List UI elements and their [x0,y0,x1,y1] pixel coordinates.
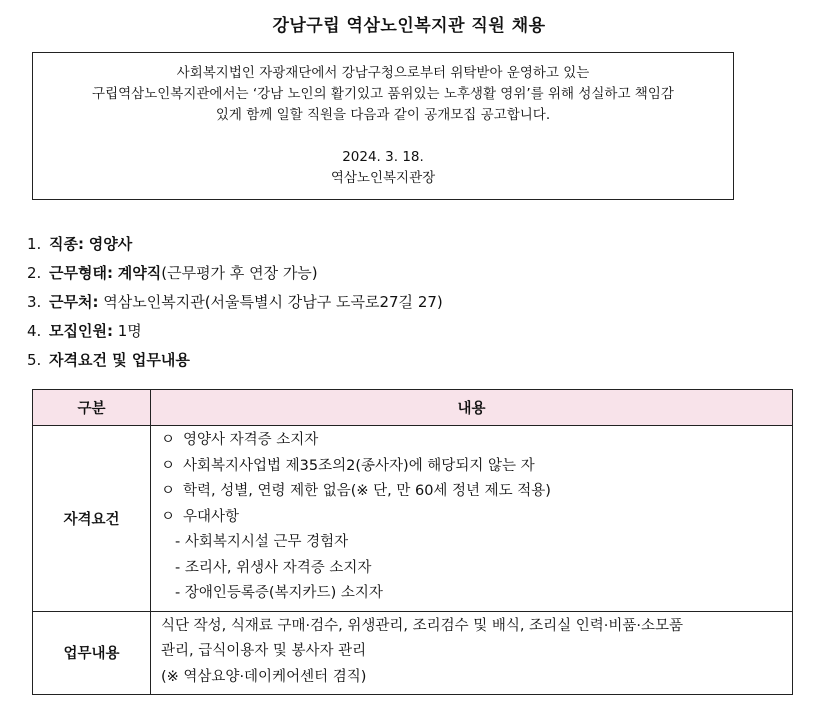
item-value: 역삼노인복지관(서울특별시 강남구 도곡로27길 27) [103,293,443,311]
bullet-marker: ㅇ [161,432,176,448]
item-value: 1명 [117,322,142,340]
table-header-content: 내용 [151,390,793,426]
bullet-text: 학력, 성별, 연령 제한 없음(※ 단, 만 60세 정년 제도 적용) [183,483,551,499]
duties-line: 식단 작성, 식재료 구매·검수, 위생관리, 조리검수 및 배식, 조리실 인력·비품·소모품 [161,617,683,634]
item-label: 모집인원: [49,322,113,340]
list-item [161,479,782,505]
duties-label: 업무내용 [33,611,151,695]
item-number: 4. [27,322,42,340]
item-value-bold: 계약직 [117,264,162,282]
notice-date: 2024. 3. 18. [342,149,424,165]
list-item [161,454,782,480]
bullet-text: 사회복지사업법 제35조의2(종사자)에 해당되지 않는 자 [183,457,535,474]
table-header-row [33,390,793,426]
bullet-text: 우대사항 [183,508,240,525]
bullet-marker: ㅇ [161,457,176,474]
table-header-category: 구분 [33,390,151,426]
notice-box [32,52,734,200]
bullet-text: 영양사 자격증 소지자 [183,432,319,448]
bullet-marker: ㅇ [161,508,176,525]
bullet-marker: ㅇ [161,483,176,499]
item-label: 자격요건 및 업무내용 [49,351,190,369]
sub-item: - 장애인등록증(복지카드) 소지자 [175,585,383,601]
list-item [27,230,443,259]
item-label: 근무형태: [49,264,113,282]
job-details-list [27,230,443,375]
duties-content [151,611,793,695]
sub-item: - 조리사, 위생사 자격증 소지자 [175,559,372,576]
item-number: 5. [27,351,42,369]
notice-signer: 역삼노인복지관장 [330,170,436,186]
requirements-table [32,389,793,695]
item-number: 2. [27,264,42,282]
qualification-content [151,426,793,612]
duties-line: 관리, 급식이용자 및 봉사자 관리 [161,643,367,659]
qualification-label: 자격요건 [33,426,151,612]
list-item [27,317,443,346]
sub-item: - 사회복지시설 근무 경험자 [175,534,349,550]
page-title: 강남구립 역삼노인복지관 직원 채용 [272,16,546,36]
item-value-bold: 영양사 [88,235,133,253]
notice-line: 사회복지법인 자광재단에서 강남구청으로부터 위탁받아 운영하고 있는 [176,65,590,81]
item-label: 직종: [49,235,84,253]
list-item [161,428,782,454]
item-number: 1. [27,235,42,253]
item-number: 3. [27,293,42,311]
notice-line: 구립역삼노인복지관에서는 ‘강남 노인의 활기있고 품위있는 노후생활 영위’를 위해 성실하고 책임감 [92,86,674,102]
notice-line: 있게 함께 일할 직원을 다음과 같이 공개모집 공고합니다. [215,107,551,123]
table-row [33,426,793,612]
list-item [27,288,443,317]
item-label: 근무처: [49,293,99,311]
list-item [27,346,443,375]
table-row [33,611,793,695]
list-item [161,505,782,531]
list-item [27,259,443,288]
item-value: (근무평가 후 연장 가능) [161,264,318,282]
duties-line: (※ 역삼요양·데이케어센터 겸직) [161,668,367,685]
